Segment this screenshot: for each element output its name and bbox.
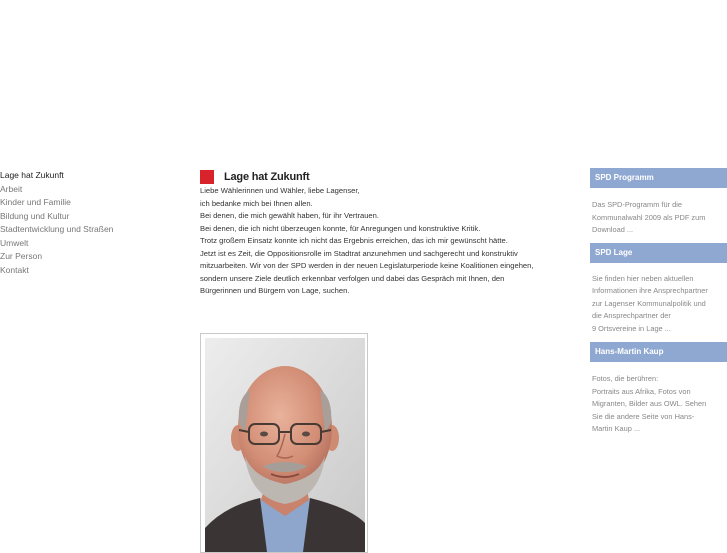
sidebar-text-line: die Ansprechpartner der xyxy=(592,311,671,320)
sidebar xyxy=(590,168,727,436)
page-title: Lage hat Zukunft xyxy=(224,171,310,183)
page-heading xyxy=(200,169,570,185)
red-square-icon xyxy=(200,170,214,184)
opposition-line: Bürgerinnen und Bürgern von Lage, suchen. xyxy=(200,286,350,295)
sidebar-text-line: Fotos, die berühren: xyxy=(592,374,659,383)
sidebar-text-line: Migranten, Bilder aus OWL. Sehen xyxy=(592,399,707,408)
sidebar-text-line: Kommunalwahl 2009 als PDF zum xyxy=(592,212,706,222)
intro-line: Bei denen, die ich nicht überzeugen konnte, für Anregungen und konstruktive Kritik. xyxy=(200,223,481,233)
nav-item-bildung-und-kultur[interactable]: Bildung und Kultur xyxy=(0,210,70,221)
main-content xyxy=(200,169,570,298)
sidebar-header-spd-lage[interactable]: SPD Lage xyxy=(590,243,727,263)
nav-item-arbeit[interactable]: Arbeit xyxy=(0,183,23,194)
sidebar-text-spd-lage[interactable] xyxy=(590,273,727,336)
sidebar-header-spd-programm[interactable]: SPD Programm xyxy=(590,168,727,188)
result-paragraph: Trotz großem Einsatz konnte ich nicht das Ergebnis erreichen, das ich mir gewünscht hätte. xyxy=(200,236,508,245)
main-navigation xyxy=(0,169,180,277)
intro-line: ich bedanke mich bei Ihnen allen. xyxy=(200,198,313,208)
intro-line: Bei denen, die mich gewählt haben, für ihr Vertrauen. xyxy=(200,211,379,220)
opposition-line: Jetzt ist es Zeit, die Oppositionsrolle im Stadtrat anzunehmen und sachgerecht und konstruktiv xyxy=(200,248,518,258)
sidebar-text-line: zur Lagenser Kommunalpolitik und xyxy=(592,298,706,308)
opposition-line: mitzuarbeiten. Wir von der SPD werden in der neuen Legislaturperiode keine Koalitionen eingehen, xyxy=(200,261,534,270)
nav-item-kinder-und-familie[interactable]: Kinder und Familie xyxy=(0,197,71,207)
sidebar-text-line: 9 Ortsvereine in Lage ... xyxy=(592,323,671,333)
nav-item-stadtentwicklung[interactable]: Stadtentwicklung und Straßen xyxy=(0,224,114,234)
sidebar-text-line: Informationen ihre Ansprechpartner xyxy=(592,286,708,295)
intro-paragraph xyxy=(200,185,570,235)
opposition-line: sondern unsere Ziele deutlich erkennbar verfolgen und dabei das Gespräch mit Ihnen, den xyxy=(200,273,505,283)
sidebar-text-line: Sie finden hier neben aktuellen xyxy=(592,273,694,283)
portrait-photo xyxy=(205,338,365,552)
sidebar-text-line: Martin Kaup ... xyxy=(592,424,641,433)
sidebar-text-line: Das SPD-Programm für die xyxy=(592,200,682,209)
sidebar-text-line: Portraits aus Afrika, Fotos von xyxy=(592,386,691,396)
portrait-frame xyxy=(200,333,368,553)
sidebar-text-line: Sie die andere Seite von Hans- xyxy=(592,411,695,421)
nav-item-zur-person[interactable]: Zur Person xyxy=(0,251,43,261)
opposition-paragraph xyxy=(200,248,570,298)
sidebar-text-spd-programm[interactable] xyxy=(590,199,727,237)
sidebar-text-line: Download ... xyxy=(592,225,634,234)
sidebar-text-hans-martin-kaup[interactable] xyxy=(590,373,727,436)
nav-item-lage-hat-zukunft[interactable]: Lage hat Zukunft xyxy=(0,170,64,180)
nav-item-kontakt[interactable]: Kontakt xyxy=(0,264,29,275)
intro-line: Liebe Wählerinnen und Wähler, liebe Lagenser, xyxy=(200,186,360,195)
sidebar-header-hans-martin-kaup[interactable]: Hans-Martin Kaup xyxy=(590,342,727,362)
nav-item-umwelt[interactable]: Umwelt xyxy=(0,237,29,248)
